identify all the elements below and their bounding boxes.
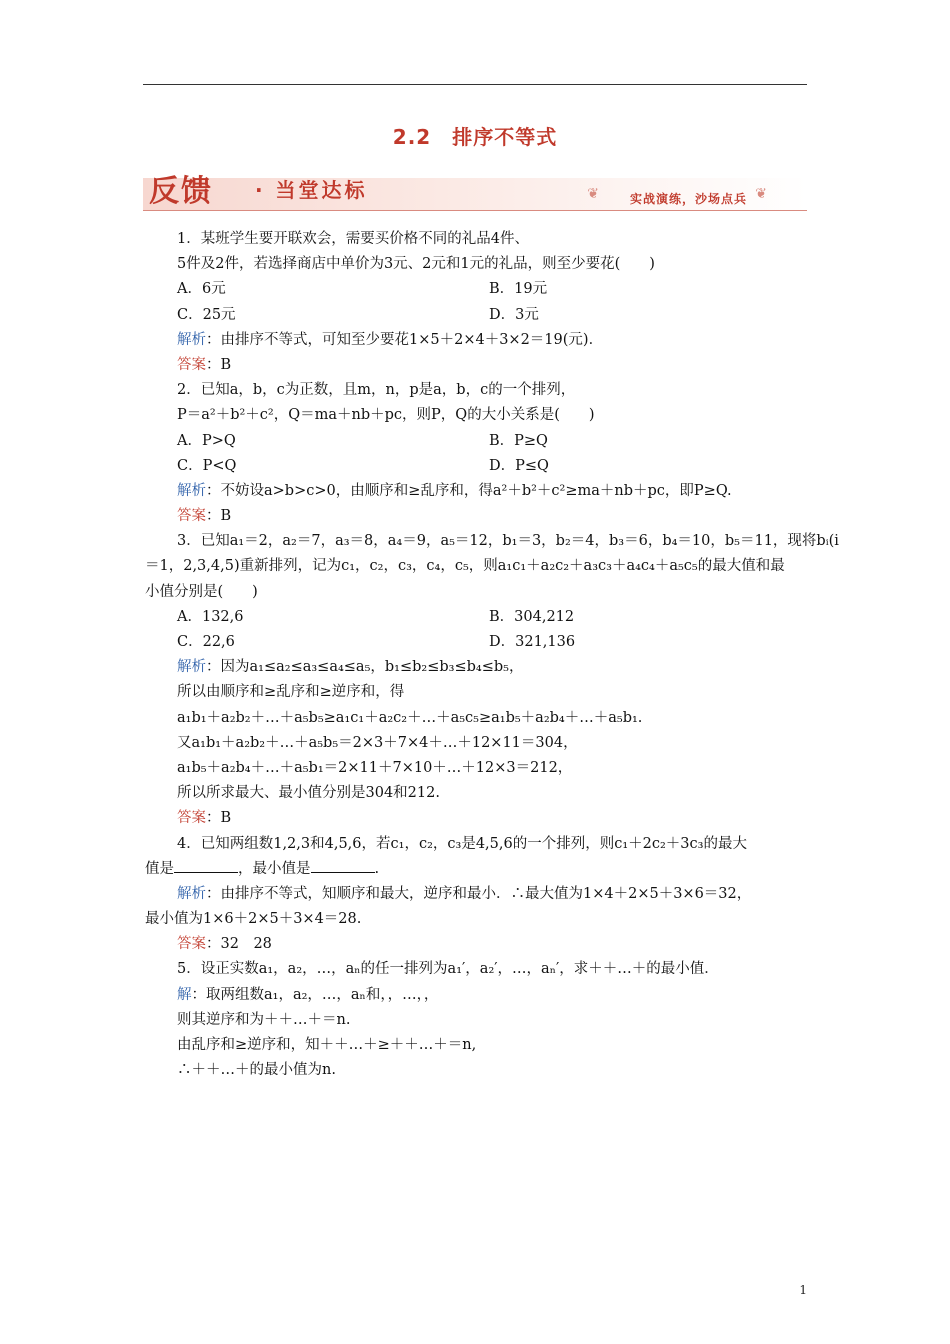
analysis-label: 解析 (177, 482, 206, 499)
answer-line (145, 932, 807, 957)
line: 则其逆序和为＋＋…＋＝n. (177, 1011, 351, 1028)
document-body (145, 227, 839, 1083)
line: 1．某班学生要开联欢会，需要买价格不同的礼品4件、 (177, 231, 529, 247)
option: C．22,6 (177, 634, 235, 650)
answer-text: ：B (206, 356, 232, 373)
option-row (145, 429, 807, 454)
option: B．19元 (489, 281, 548, 298)
answer-label: 答案 (177, 356, 206, 373)
answer-line (145, 806, 807, 831)
left-wing-icon: ❦ (587, 186, 599, 202)
analysis-text: ：不妨设a>b>c>0，由顺序和≥乱序和，得a²＋b²＋c²≥ma＋nb＋pc，即P≥Q. (206, 482, 732, 499)
option-row (145, 630, 807, 655)
analysis-label: 解析 (177, 331, 206, 348)
blank-max (174, 858, 238, 873)
answer-line (145, 504, 807, 529)
answer-label: 答案 (177, 810, 206, 827)
option-row (145, 277, 807, 302)
option: D．3元 (489, 306, 539, 323)
solution-label: 解 (177, 986, 192, 1003)
line: 又a₁b₁＋a₂b₂＋…＋a₅b₅＝2×3＋7×4＋…＋12×11＝304， (177, 734, 578, 751)
line: 3．已知a₁＝2，a₂＝7，a₃＝8，a₄＝9，a₅＝12，b₁＝3，b₂＝4，b₃＝6，b₄＝10，b₅＝11，现将bᵢ(i (177, 533, 839, 550)
answer-text: ：B (206, 508, 232, 525)
line: 所以由顺序和≥乱序和≥逆序和，得 (177, 684, 405, 701)
analysis-label: 解析 (177, 659, 206, 676)
solution-line (145, 983, 807, 1008)
analysis-text: ：因为a₁≤a₂≤a₃≤a₄≤a₅，b₁≤b₂≤b₃≤b₄≤b₅， (206, 659, 524, 676)
blank-mid: ，最小值是 (238, 860, 311, 877)
answer-line (145, 353, 807, 378)
line: ＝1，2,3,4,5)重新排列，记为c₁，c₂，c₃，c₄，c₅，则a₁c₁＋a₂c₂＋a₃c₃＋a₄c₄＋a₅c₅的最大值和最 (145, 558, 785, 575)
banner-underline (143, 210, 807, 211)
analysis-text: ：由排序不等式，知顺序和最大，逆序和最小．∴最大值为1×4＋2×5＋3×6＝32， (206, 885, 752, 902)
analysis-line (145, 479, 807, 504)
banner-mid-label: · 当堂达标 (255, 178, 368, 202)
line: 由乱序和≥逆序和，知＋＋…＋≥＋＋…＋＝n, (177, 1037, 477, 1053)
blank-min (311, 858, 375, 873)
banner-left-label: 反馈 (149, 174, 213, 209)
line: ∴＋＋…＋的最小值为n. (177, 1062, 336, 1079)
analysis-line (145, 882, 807, 907)
line: 小值分别是( ) (145, 583, 258, 600)
analysis-line (145, 655, 807, 680)
option-row (145, 303, 807, 328)
option: A．6元 (177, 281, 226, 298)
line: 最小值为1×6＋2×5＋3×4＝28. (145, 911, 362, 928)
section-title: 2.2 排序不等式 (392, 125, 558, 149)
line: a₁b₁＋a₂b₂＋…＋a₅b₅≥a₁c₁＋a₂c₂＋…＋a₅c₅≥a₁b₅＋a₂b₄＋…＋a₅b₁. (177, 709, 643, 726)
feedback-banner (143, 166, 807, 212)
answer-text: ：B (206, 810, 232, 827)
right-wing-icon: ❦ (755, 186, 767, 202)
option: C．25元 (177, 306, 236, 323)
option: B．P≥Q (489, 432, 548, 449)
analysis-label: 解析 (177, 885, 206, 902)
blank-prefix: 值是 (145, 860, 174, 877)
line: a₁b₅＋a₂b₄＋…＋a₅b₁＝2×11＋7×10＋…＋12×3＝212， (177, 759, 573, 776)
line: 4．已知两组数1,2,3和4,5,6，若c₁，c₂，c₃是4,5,6的一个排列，则c₁＋2c₂＋3c₃的最大 (177, 835, 747, 852)
line: 5．设正实数a₁，a₂，…，aₙ的任一排列为a₁′，a₂′，…，aₙ′，求＋＋…＋的最小值． (177, 961, 719, 978)
blank-suffix: . (374, 860, 380, 877)
top-rule (143, 84, 807, 85)
banner-right-label: 实战演练，沙场点兵 (629, 192, 747, 206)
option: D．321,136 (489, 634, 576, 650)
analysis-text: ：由排序不等式，可知至少要花1×5＋2×4＋3×2＝19(元)． (206, 331, 604, 348)
option: C．P<Q (177, 457, 237, 474)
option-row (145, 605, 807, 630)
line: 所以所求最大、最小值分别是304和212. (177, 785, 440, 802)
line: 2．已知a，b，c为正数，且m，n，p是a，b，c的一个排列， (177, 382, 576, 399)
page-number: 1 (799, 1283, 807, 1297)
option: A．132,6 (177, 608, 244, 625)
option: B．304,212 (489, 608, 575, 625)
answer-label: 答案 (177, 936, 206, 953)
option-row (145, 454, 807, 479)
option: D．P≤Q (489, 457, 549, 474)
answer-text: ：32 28 (206, 936, 272, 953)
analysis-line (145, 328, 807, 353)
line: 5件及2件，若选择商店中单价为3元、2元和1元的礼品，则至少要花( ) (177, 256, 655, 273)
answer-label: 答案 (177, 508, 206, 525)
solution-text: ：取两组数a₁，a₂，…，aₙ和，，…，， (191, 986, 439, 1003)
option: A．P>Q (177, 432, 236, 449)
line: P＝a²＋b²＋c²，Q＝ma＋nb＋pc，则P，Q的大小关系是( ) (177, 407, 595, 424)
fill-blank-line (145, 857, 807, 882)
